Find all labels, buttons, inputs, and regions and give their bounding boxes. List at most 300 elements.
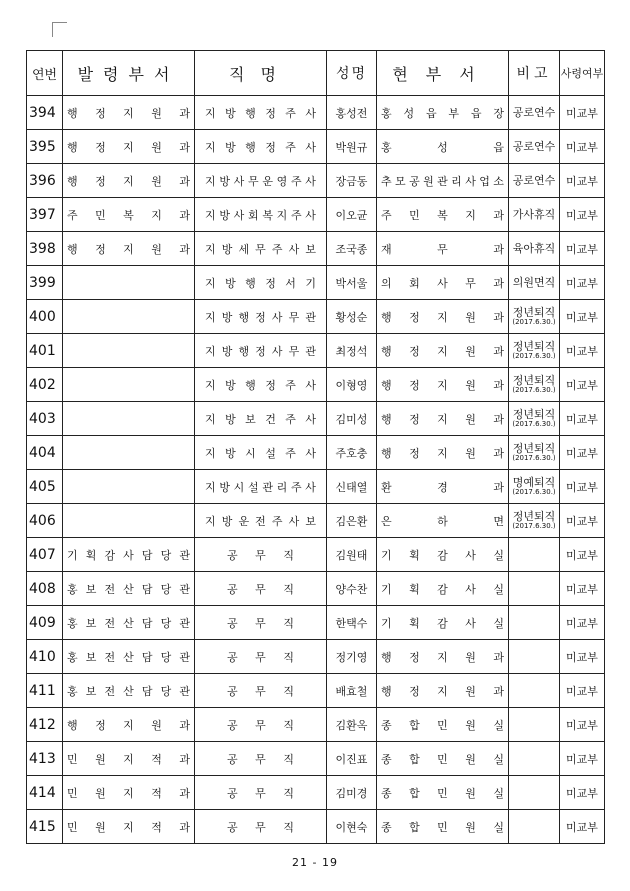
char: 설 (265, 446, 276, 460)
current-dept (377, 232, 509, 266)
person-name: 최정석 (327, 334, 377, 368)
char: 공 (227, 752, 238, 766)
spaced-text (67, 241, 190, 257)
table-row (27, 572, 605, 606)
char: 사 (437, 276, 448, 290)
char: 지 (205, 412, 216, 426)
char: 원 (151, 106, 162, 120)
position-title (195, 130, 327, 164)
char: 무 (255, 718, 266, 732)
char: 지 (437, 446, 448, 460)
char: 환 (381, 480, 392, 494)
char: 원 (465, 820, 476, 834)
spaced-text (381, 717, 504, 733)
remark-text: 명예퇴직 (512, 476, 556, 490)
char: 무 (247, 174, 259, 188)
char: 사 (288, 514, 300, 528)
char: 지 (123, 140, 134, 154)
char: 종 (381, 820, 392, 834)
char: 원 (423, 174, 434, 188)
table-row (27, 436, 605, 470)
table-row (27, 674, 605, 708)
char: 지 (437, 344, 448, 358)
char: 과 (493, 412, 504, 426)
issuing-dept (63, 606, 195, 640)
issuance-status: 미교부 (560, 96, 605, 130)
char: 지 (205, 514, 216, 528)
current-dept (377, 674, 509, 708)
current-dept (377, 198, 509, 232)
person-name: 김원태 (327, 538, 377, 572)
char: 주 (285, 140, 296, 154)
table-row (27, 470, 605, 504)
spaced-text (381, 411, 504, 427)
remark (509, 504, 560, 538)
char: 산 (123, 650, 134, 664)
char: 주 (290, 208, 302, 222)
table-row (27, 810, 605, 844)
spaced-text (381, 139, 504, 155)
char: 설 (247, 480, 259, 494)
char: 원 (151, 242, 162, 256)
char: 당 (160, 582, 172, 596)
issuing-dept (63, 470, 195, 504)
char: 정 (409, 344, 420, 358)
char: 지 (437, 684, 448, 698)
char: 읍 (493, 140, 504, 154)
char: 종 (381, 718, 392, 732)
char: 복 (437, 208, 448, 222)
char: 공 (227, 548, 238, 562)
char: 행 (245, 378, 256, 392)
char: 민 (437, 752, 448, 766)
char: 과 (493, 480, 504, 494)
char: 행 (381, 344, 392, 358)
position-title (195, 674, 327, 708)
remark (509, 810, 560, 844)
char: 지 (437, 650, 448, 664)
spaced-text (67, 819, 190, 835)
char: 사 (465, 616, 476, 630)
issuance-status: 미교부 (560, 368, 605, 402)
issuing-dept (63, 300, 195, 334)
char: 획 (409, 582, 420, 596)
issuance-status: 미교부 (560, 538, 605, 572)
header-dept (63, 51, 195, 96)
char: 직 (283, 786, 294, 800)
row-number: 413 (27, 742, 63, 776)
char: 기 (305, 276, 316, 290)
char: 원 (465, 446, 476, 460)
current-dept (377, 96, 509, 130)
char: 지 (437, 310, 448, 324)
table-row (27, 708, 605, 742)
char: 사 (305, 446, 316, 460)
char: 사 (305, 140, 316, 154)
char: 담 (141, 548, 153, 562)
char: 관 (179, 684, 190, 698)
current-dept (377, 130, 509, 164)
spaced-text (381, 581, 504, 597)
table-row (27, 538, 605, 572)
issuance-status: 미교부 (560, 436, 605, 470)
char: 지 (205, 310, 216, 324)
char: 복 (123, 208, 134, 222)
position-title (195, 266, 327, 300)
char: 과 (179, 718, 190, 732)
char: 사 (305, 378, 316, 392)
char: 무 (255, 752, 266, 766)
spaced-text (199, 343, 322, 359)
spaced-text (199, 717, 322, 733)
char: 지 (123, 106, 134, 120)
char: 주 (285, 378, 296, 392)
char: 행 (67, 140, 78, 154)
issuing-dept (63, 640, 195, 674)
char: 무 (255, 582, 266, 596)
remark (509, 742, 560, 776)
char: 원 (151, 718, 162, 732)
char: 행 (238, 344, 250, 358)
spaced-text (199, 547, 322, 563)
char: 직 (283, 684, 294, 698)
char: 과 (179, 174, 190, 188)
person-name: 김미경 (327, 776, 377, 810)
spaced-text (381, 547, 504, 563)
remark (509, 606, 560, 640)
header-cur-text: 현부서 (392, 64, 493, 84)
char: 합 (409, 786, 420, 800)
spaced-text (381, 343, 504, 359)
row-number: 411 (27, 674, 63, 708)
spaced-text (381, 309, 504, 325)
char: 정 (265, 106, 276, 120)
char: 복 (262, 208, 273, 222)
char: 무 (288, 344, 300, 358)
current-dept (377, 776, 509, 810)
char: 영 (276, 174, 288, 188)
spaced-text (381, 445, 504, 461)
row-number: 414 (27, 776, 63, 810)
char: 무 (255, 548, 266, 562)
row-number: 396 (27, 164, 63, 198)
char: 방 (221, 242, 233, 256)
current-dept (377, 402, 509, 436)
spaced-text (199, 139, 322, 155)
remark (509, 674, 560, 708)
remark (509, 776, 560, 810)
current-dept (377, 300, 509, 334)
char: 지 (205, 140, 216, 154)
char: 지 (276, 208, 288, 222)
char: 감 (437, 616, 448, 630)
char: 보 (85, 582, 97, 596)
issuing-dept (63, 198, 195, 232)
current-dept (377, 708, 509, 742)
char: 실 (493, 548, 504, 562)
char: 사 (465, 548, 476, 562)
spaced-text (199, 241, 322, 257)
char: 정 (255, 310, 266, 324)
char: 직 (283, 582, 294, 596)
person-name: 신태열 (327, 470, 377, 504)
char: 민 (437, 820, 448, 834)
issuing-dept (63, 334, 195, 368)
char: 당 (160, 684, 172, 698)
char: 행 (381, 310, 392, 324)
person-name: 김은환 (327, 504, 377, 538)
char: 지 (123, 820, 134, 834)
spaced-text (199, 819, 322, 835)
remark-text: 육아휴직 (512, 241, 556, 255)
char: 획 (409, 616, 420, 630)
row-number: 405 (27, 470, 63, 504)
remark (509, 470, 560, 504)
char: 무 (437, 242, 448, 256)
char: 지 (205, 242, 216, 256)
char: 의 (381, 276, 392, 290)
char: 무 (288, 310, 300, 324)
char: 원 (465, 310, 476, 324)
char: 적 (151, 820, 162, 834)
current-dept (377, 164, 509, 198)
char: 지 (205, 174, 216, 188)
char: 무 (255, 616, 266, 630)
char: 행 (67, 106, 78, 120)
row-number: 399 (27, 266, 63, 300)
char: 행 (381, 378, 392, 392)
char: 관 (179, 616, 190, 630)
remark-text: 공로연수 (512, 173, 556, 187)
char: 하 (437, 514, 448, 528)
char: 과 (179, 106, 190, 120)
char: 지 (205, 446, 216, 460)
char: 과 (493, 446, 504, 460)
char: 홍 (381, 140, 392, 154)
issuance-status: 미교부 (560, 606, 605, 640)
person-name: 정기영 (327, 640, 377, 674)
row-number: 397 (27, 198, 63, 232)
char: 방 (225, 446, 236, 460)
row-number: 407 (27, 538, 63, 572)
char: 전 (104, 650, 116, 664)
char: 실 (493, 582, 504, 596)
current-dept (377, 504, 509, 538)
char: 합 (409, 820, 420, 834)
char: 과 (493, 344, 504, 358)
char: 정 (95, 718, 106, 732)
char: 행 (381, 446, 392, 460)
position-title (195, 164, 327, 198)
char: 민 (409, 208, 420, 222)
spaced-text (199, 581, 322, 597)
current-dept (377, 470, 509, 504)
remark (509, 232, 560, 266)
spaced-text (381, 275, 504, 291)
char: 방 (221, 514, 233, 528)
position-title (195, 810, 327, 844)
char: 행 (67, 174, 78, 188)
row-number: 394 (27, 96, 63, 130)
char: 원 (465, 412, 476, 426)
issuance-status: 미교부 (560, 776, 605, 810)
current-dept (377, 266, 509, 300)
char: 민 (67, 820, 78, 834)
char: 민 (437, 786, 448, 800)
char: 실 (493, 786, 504, 800)
char: 면 (493, 514, 504, 528)
spaced-text (381, 683, 504, 699)
position-title (195, 96, 327, 130)
char: 과 (179, 752, 190, 766)
char: 지 (123, 786, 134, 800)
char: 실 (493, 616, 504, 630)
header-pos (195, 51, 327, 96)
remark-text: 공로연수 (512, 105, 556, 119)
char: 사 (305, 208, 316, 222)
char: 민 (67, 786, 78, 800)
remark-text: 공로연수 (512, 139, 556, 153)
char: 공 (227, 616, 238, 630)
char: 지 (437, 378, 448, 392)
remark (509, 266, 560, 300)
position-title (195, 538, 327, 572)
table-row (27, 130, 605, 164)
position-title (195, 232, 327, 266)
header-dept-text: 발령부서 (77, 64, 180, 84)
char: 방 (219, 480, 230, 494)
person-name: 이오균 (327, 198, 377, 232)
header-no: 연번 (27, 51, 63, 96)
char: 공 (409, 174, 420, 188)
char: 원 (465, 718, 476, 732)
table-row (27, 640, 605, 674)
char: 주 (285, 412, 296, 426)
issuance-status: 미교부 (560, 708, 605, 742)
remark-text: 의원면직 (512, 275, 556, 289)
issuance-status: 미교부 (560, 504, 605, 538)
char: 당 (160, 548, 172, 562)
table-row (27, 232, 605, 266)
char: 사 (233, 208, 245, 222)
char: 사 (305, 480, 316, 494)
current-dept (377, 640, 509, 674)
char: 운 (238, 514, 250, 528)
char: 주 (290, 480, 302, 494)
current-dept (377, 810, 509, 844)
remark-text: 정년퇴직 (512, 510, 556, 524)
char: 정 (409, 378, 420, 392)
remark-text: 정년퇴직 (512, 340, 556, 354)
char: 성 (437, 140, 448, 154)
remark (509, 572, 560, 606)
char: 사 (271, 344, 283, 358)
position-title (195, 402, 327, 436)
position-title (195, 334, 327, 368)
issuing-dept (63, 368, 195, 402)
spaced-text (199, 649, 322, 665)
position-title (195, 504, 327, 538)
char: 행 (245, 140, 256, 154)
char: 방 (225, 106, 236, 120)
header-note: 비고 (509, 51, 560, 96)
char: 과 (493, 208, 504, 222)
spaced-text (381, 241, 504, 257)
char: 성 (403, 106, 415, 120)
char: 시 (245, 446, 256, 460)
current-dept (377, 606, 509, 640)
char: 정 (95, 242, 106, 256)
char: 지 (205, 378, 216, 392)
char: 실 (493, 752, 504, 766)
remark (509, 96, 560, 130)
char: 정 (95, 106, 106, 120)
char: 정 (409, 412, 420, 426)
char: 지 (205, 344, 216, 358)
row-number: 404 (27, 436, 63, 470)
char: 무 (255, 684, 266, 698)
issuing-dept (63, 572, 195, 606)
char: 무 (255, 242, 266, 256)
person-name: 황성순 (327, 300, 377, 334)
char: 직 (283, 718, 294, 732)
char: 업 (479, 174, 490, 188)
char: 산 (123, 582, 134, 596)
char: 당 (160, 616, 172, 630)
char: 무 (255, 650, 266, 664)
table-row (27, 266, 605, 300)
char: 홍 (67, 650, 78, 664)
char: 지 (205, 208, 216, 222)
current-dept (377, 742, 509, 776)
char: 원 (465, 650, 476, 664)
char: 산 (123, 616, 134, 630)
remark-text: 정년퇴직 (512, 306, 556, 320)
char: 서 (285, 276, 296, 290)
char: 관 (305, 310, 316, 324)
char: 적 (151, 786, 162, 800)
char: 행 (245, 106, 256, 120)
person-name: 배효철 (327, 674, 377, 708)
char: 지 (151, 208, 162, 222)
char: 공 (227, 650, 238, 664)
current-dept (377, 538, 509, 572)
char: 행 (381, 650, 392, 664)
char: 무 (255, 820, 266, 834)
char: 사 (305, 106, 316, 120)
char: 과 (493, 684, 504, 698)
char: 지 (123, 242, 134, 256)
row-number: 403 (27, 402, 63, 436)
char: 보 (245, 412, 256, 426)
char: 과 (179, 140, 190, 154)
spaced-text (199, 785, 322, 801)
spaced-text (67, 683, 190, 699)
char: 원 (465, 378, 476, 392)
person-name: 김미성 (327, 402, 377, 436)
remark-date: (2017.6.30.) (512, 351, 556, 360)
char: 과 (493, 242, 504, 256)
char: 방 (225, 276, 236, 290)
char: 정 (265, 276, 276, 290)
header-pos-text: 직명 (229, 64, 292, 84)
spaced-text (199, 275, 322, 291)
remark (509, 436, 560, 470)
char: 홍 (381, 106, 392, 120)
char: 사 (123, 548, 134, 562)
spaced-text (67, 139, 190, 155)
person-name: 한택수 (327, 606, 377, 640)
